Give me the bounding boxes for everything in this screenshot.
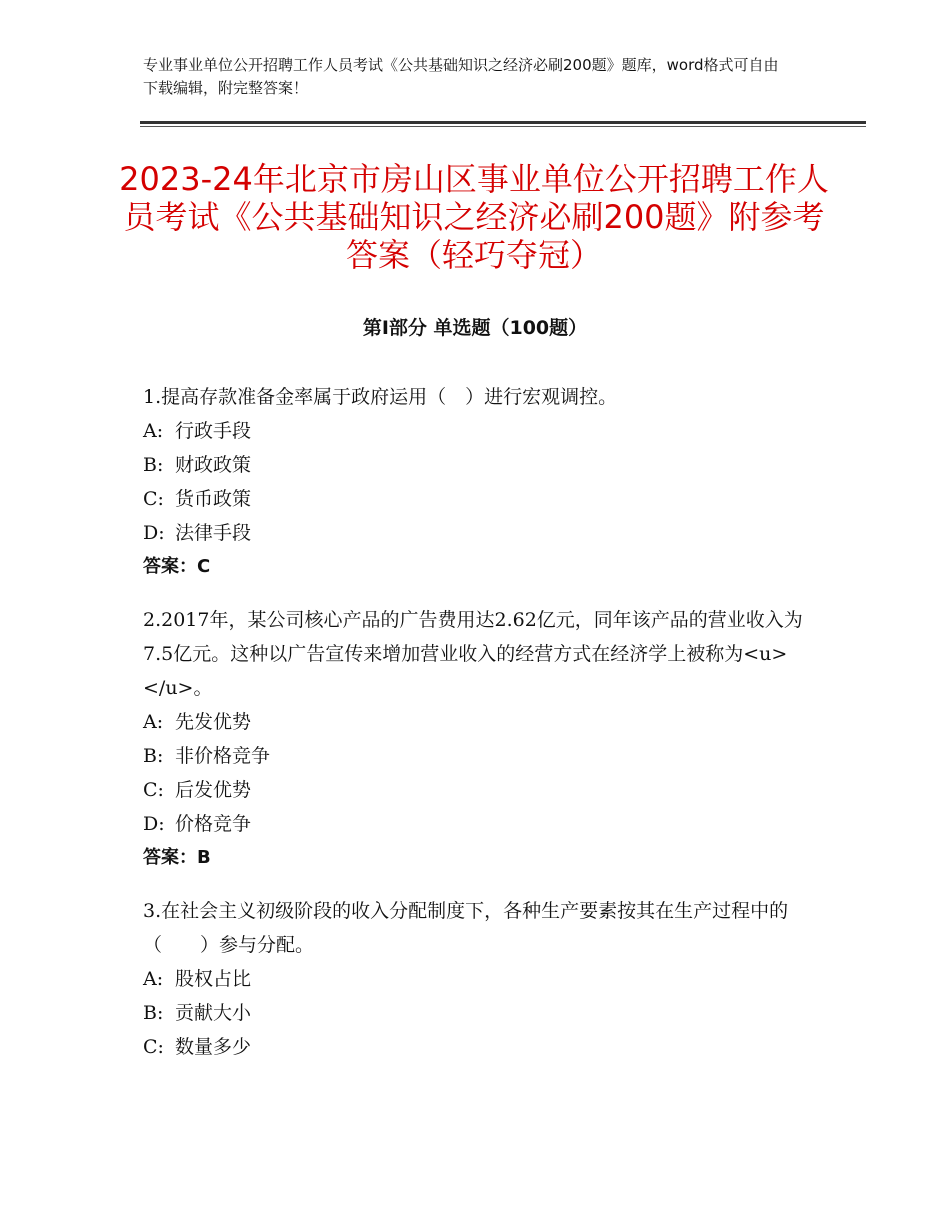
option-a: [143, 962, 803, 996]
question-list: [143, 380, 864, 1083]
option-letter: C:: [143, 488, 164, 510]
question-1: [143, 380, 803, 584]
option-letter: D:: [143, 522, 165, 544]
option-letter: B:: [143, 1002, 164, 1024]
option-b: [143, 448, 803, 482]
document-title: 2023-24年北京市房山区事业单位公开招聘工作人员考试《公共基础知识之经济必刷200题》附参考答案（轻巧夺冠）: [119, 160, 829, 274]
option-text: 股权占比: [175, 968, 252, 990]
option-letter: B:: [143, 745, 164, 767]
option-letter: A:: [143, 968, 164, 990]
option-text: 货币政策: [175, 488, 252, 510]
option-text: 数量多少: [175, 1036, 252, 1058]
option-letter: A:: [143, 711, 164, 733]
question-3: [143, 894, 803, 1064]
option-text: 后发优势: [175, 779, 252, 801]
option-text: 先发优势: [175, 711, 252, 733]
option-text: 财政政策: [175, 454, 252, 476]
option-b: [143, 739, 803, 773]
option-text: 非价格竞争: [175, 745, 271, 767]
option-letter: A:: [143, 420, 164, 442]
question-2: [143, 603, 864, 875]
answer-line: 答案：B: [143, 847, 211, 868]
header-note: 专业事业单位公开招聘工作人员考试《公共基础知识之经济必刷200题》题库，word格式可自由下载编辑，附完整答案！: [143, 56, 779, 97]
section-heading: 第Ⅰ部分 单选题（100题）: [362, 317, 588, 339]
option-a: [143, 705, 803, 739]
question-stem: 2.2017年，某公司核心产品的广告费用达2.62亿元，同年该产品的营业收入为7.5亿元。这种以广告宣传来增加营业收入的经营方式在经济学上被称为<u> </u>。: [143, 609, 864, 699]
header-divider-thin: [140, 126, 866, 127]
option-letter: D:: [143, 813, 165, 835]
option-c: [143, 1030, 803, 1064]
option-text: 行政手段: [175, 420, 252, 442]
option-text: 法律手段: [175, 522, 252, 544]
question-stem: 3.在社会主义初级阶段的收入分配制度下，各种生产要素按其在生产过程中的（ ）参与分配。: [143, 900, 789, 956]
option-letter: C:: [143, 779, 164, 801]
option-c: [143, 773, 803, 807]
option-d: [143, 516, 803, 550]
option-b: [143, 996, 803, 1030]
option-text: 贡献大小: [175, 1002, 252, 1024]
header-divider-thick: [140, 121, 866, 124]
option-d: [143, 807, 803, 841]
option-text: 价格竞争: [175, 813, 252, 835]
option-c: [143, 482, 803, 516]
option-letter: B:: [143, 454, 164, 476]
answer-line: 答案：C: [143, 556, 211, 577]
question-stem: 1.提高存款准备金率属于政府运用（ ）进行宏观调控。: [143, 386, 618, 408]
option-letter: C:: [143, 1036, 164, 1058]
option-a: [143, 414, 803, 448]
